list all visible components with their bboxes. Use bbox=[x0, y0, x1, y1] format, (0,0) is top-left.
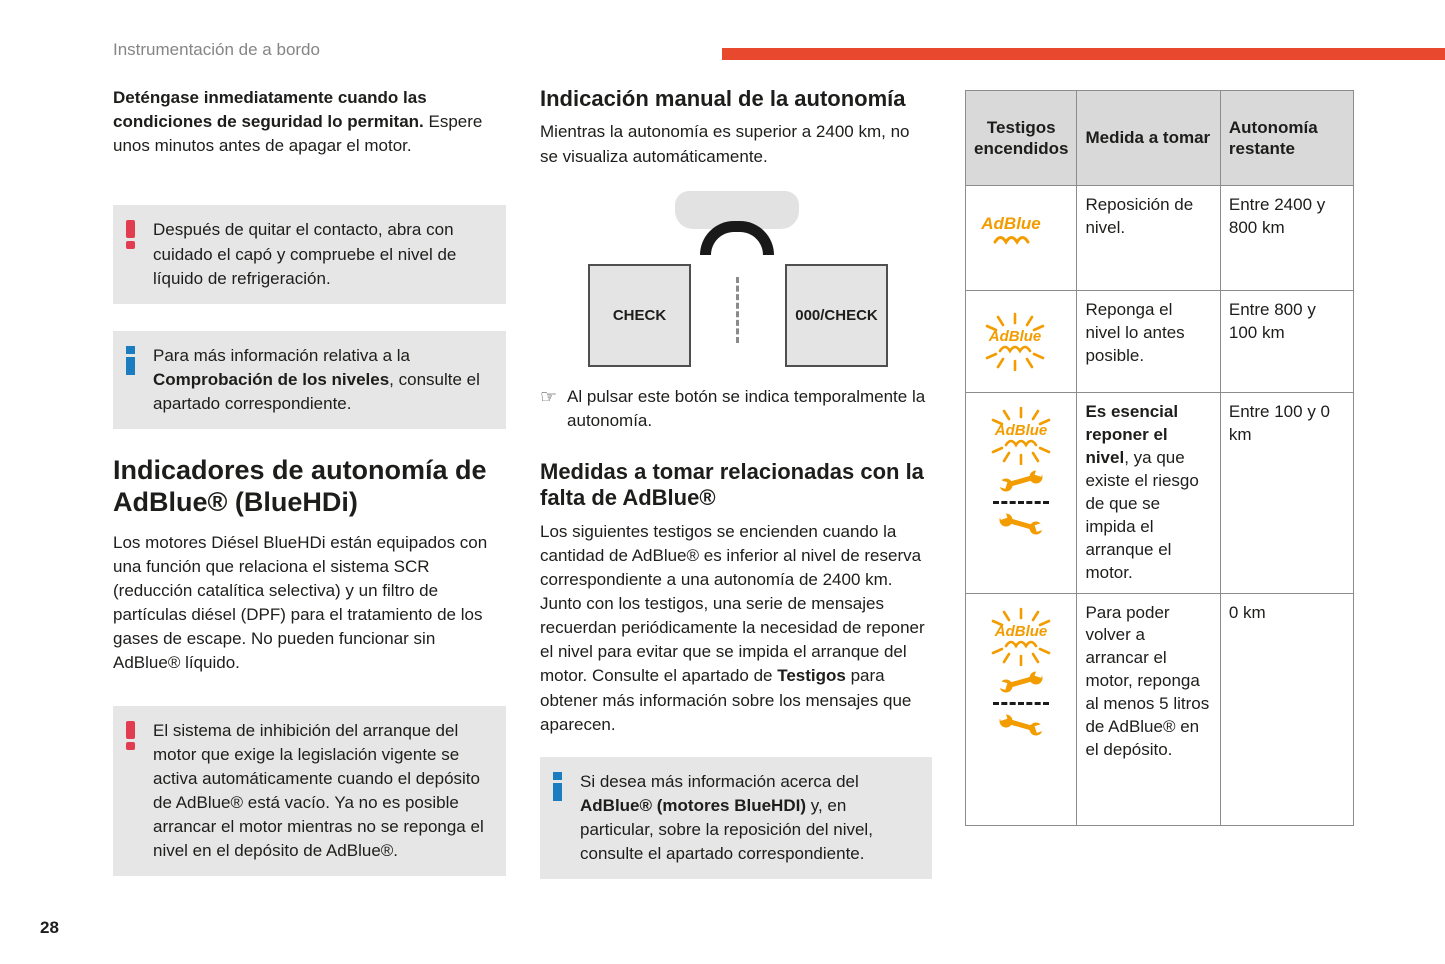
info-box-levels-text: Para más información relativa a la Comprobación de los niveles, consulte el apartado correspondiente. bbox=[153, 345, 480, 413]
warning-box-coolant-text: Después de quitar el contacto, abra con cuidado el capó y compruebe el nivel de líquido de refrigeración. bbox=[153, 220, 457, 288]
accent-bar bbox=[722, 48, 1445, 60]
action-cell: Es esencial reponer el nivel, ya que existe el riesgo de que se impida el arranque el motor. bbox=[1077, 393, 1220, 594]
service-wrench-icon bbox=[996, 512, 1046, 536]
action-cell: Para poder volver a arrancar el motor, reponga al menos 5 litros de AdBlue® en el depósito. bbox=[1077, 593, 1220, 825]
left-column bbox=[113, 86, 506, 876]
adblue-actions-table bbox=[965, 90, 1354, 826]
dashed-divider bbox=[736, 277, 739, 343]
range-cell: Entre 2400 y 800 km bbox=[1220, 186, 1353, 291]
warning-box-coolant bbox=[113, 205, 506, 303]
check-button bbox=[588, 264, 691, 367]
range-cell: Entre 100 y 0 km bbox=[1220, 393, 1353, 594]
dashed-line bbox=[993, 501, 1049, 504]
indicator-cell bbox=[966, 186, 1077, 291]
manual-indication-body: Mientras la autonomía es superior a 2400 km, no se visualiza automáticamente. bbox=[540, 122, 910, 166]
col-header-autonomia: Autonomía restante bbox=[1220, 91, 1353, 186]
adblue-bold-text: AdBlue® (motores BlueHDI) bbox=[580, 795, 806, 815]
cluster-illustration bbox=[540, 191, 932, 373]
adblue-level-icon bbox=[974, 212, 1048, 250]
measures-body-2: Junto con los testigos, una serie de mensajes recuerdan periódicamente la necesidad de reponer el nivel para evitar que se impida el arranque del motor. Consulte el apartado de Testigos para obtener más información sobre los mensajes que aparecen. bbox=[540, 594, 925, 734]
indicator-cell bbox=[966, 593, 1077, 825]
table-header-row bbox=[966, 91, 1354, 186]
dashed-line bbox=[993, 702, 1049, 705]
info-icon bbox=[126, 346, 135, 375]
intro-bold-text: Deténgase inmediatamente cuando las condiciones de seguridad lo permitan. bbox=[113, 88, 427, 132]
table-row bbox=[966, 186, 1354, 291]
adblue-blinking-icon bbox=[980, 602, 1062, 666]
warning-box-inhibition bbox=[113, 706, 506, 877]
adblue-blinking-icon bbox=[980, 401, 1062, 465]
warning-box-inhibition-text: El sistema de inhibición del arranque del motor que exige la legislación vigente se activa automáticamente cuando el depósito de AdBlue® está vacío. Ya no es posible arrancar el motor mientras no se reponga el nivel en el depósito de AdBlue®. bbox=[153, 720, 484, 861]
range-cell: 0 km bbox=[1220, 593, 1353, 825]
odo-check-button-label: 000/CHECK bbox=[795, 306, 878, 324]
info-icon bbox=[553, 772, 562, 801]
odo-check-button bbox=[785, 264, 888, 367]
adblue-table-wrapper bbox=[965, 90, 1355, 826]
pointing-hand-icon: ☞ bbox=[540, 385, 558, 408]
col-header-testigos: Testigos encendidos bbox=[966, 91, 1077, 186]
instruction-bullet bbox=[540, 385, 932, 433]
indicator-cell bbox=[966, 291, 1077, 393]
action-cell: Reposición de nivel. bbox=[1077, 186, 1220, 291]
section-title-adblue-indicators: Indicadores de autonomía de AdBlue® (BlueHDi) bbox=[113, 455, 487, 517]
measures-body-1: Los siguientes testigos se encienden cuando la cantidad de AdBlue® es inferior al nivel de reserva correspondiente a una autonomía de 2400 km. bbox=[540, 521, 922, 589]
indicator-cell bbox=[966, 393, 1077, 594]
middle-column bbox=[540, 86, 932, 879]
warning-exclamation-icon bbox=[126, 721, 135, 750]
svg-text:AdBlue: AdBlue bbox=[988, 328, 1042, 345]
range-cell: Entre 800 y 100 km bbox=[1220, 291, 1353, 393]
intro-normal-text: Espere unos minutos antes de apagar el motor. bbox=[113, 112, 483, 156]
svg-text:AdBlue: AdBlue bbox=[981, 214, 1041, 233]
intro-paragraph bbox=[113, 86, 506, 158]
instruction-bullet-text: Al pulsar este botón se indica temporalmente la autonomía. bbox=[567, 386, 926, 430]
table-row bbox=[966, 291, 1354, 393]
service-wrench-icon bbox=[996, 713, 1046, 737]
action-cell: Reponga el nivel lo antes posible. bbox=[1077, 291, 1220, 393]
service-wrench-icon bbox=[996, 469, 1046, 493]
warning-exclamation-icon bbox=[126, 220, 135, 249]
section-body-adblue: Los motores Diésel BlueHDi están equipados con una función que relaciona el sistema SCR (reducción catalítica selectiva) y un filtro de partículas diésel (DPF) para el tratamiento de los gases de escape. No pueden funcionar sin AdBlue® líquido. bbox=[113, 532, 488, 673]
page-number: 28 bbox=[40, 918, 59, 937]
svg-text:AdBlue: AdBlue bbox=[994, 422, 1048, 439]
table-row bbox=[966, 393, 1354, 594]
info-box-adblue bbox=[540, 757, 932, 880]
svg-text:AdBlue: AdBlue bbox=[994, 622, 1048, 640]
testigos-bold-text: Testigos bbox=[777, 666, 846, 686]
levels-bold-text: Comprobación de los niveles bbox=[153, 369, 390, 389]
manual-indication-title: Indicación manual de la autonomía bbox=[540, 86, 906, 111]
table-row bbox=[966, 593, 1354, 825]
chapter-header: Instrumentación de a bordo bbox=[113, 40, 320, 59]
action-bold-text: Es esencial reponer el nivel bbox=[1085, 402, 1179, 467]
adblue-blinking-icon bbox=[974, 307, 1056, 371]
check-button-label: CHECK bbox=[612, 306, 667, 324]
service-wrench-icon bbox=[996, 670, 1046, 694]
info-box-levels bbox=[113, 331, 506, 429]
col-header-medida: Medida a tomar bbox=[1077, 91, 1220, 186]
info-box-adblue-text: Si desea más información acerca del AdBlue® (motores BlueHDI) y, en particular, sobre la reposición del nivel, consulte el apartado correspondiente. bbox=[580, 771, 873, 864]
measures-title: Medidas a tomar relacionadas con la falta de AdBlue® bbox=[540, 458, 924, 511]
